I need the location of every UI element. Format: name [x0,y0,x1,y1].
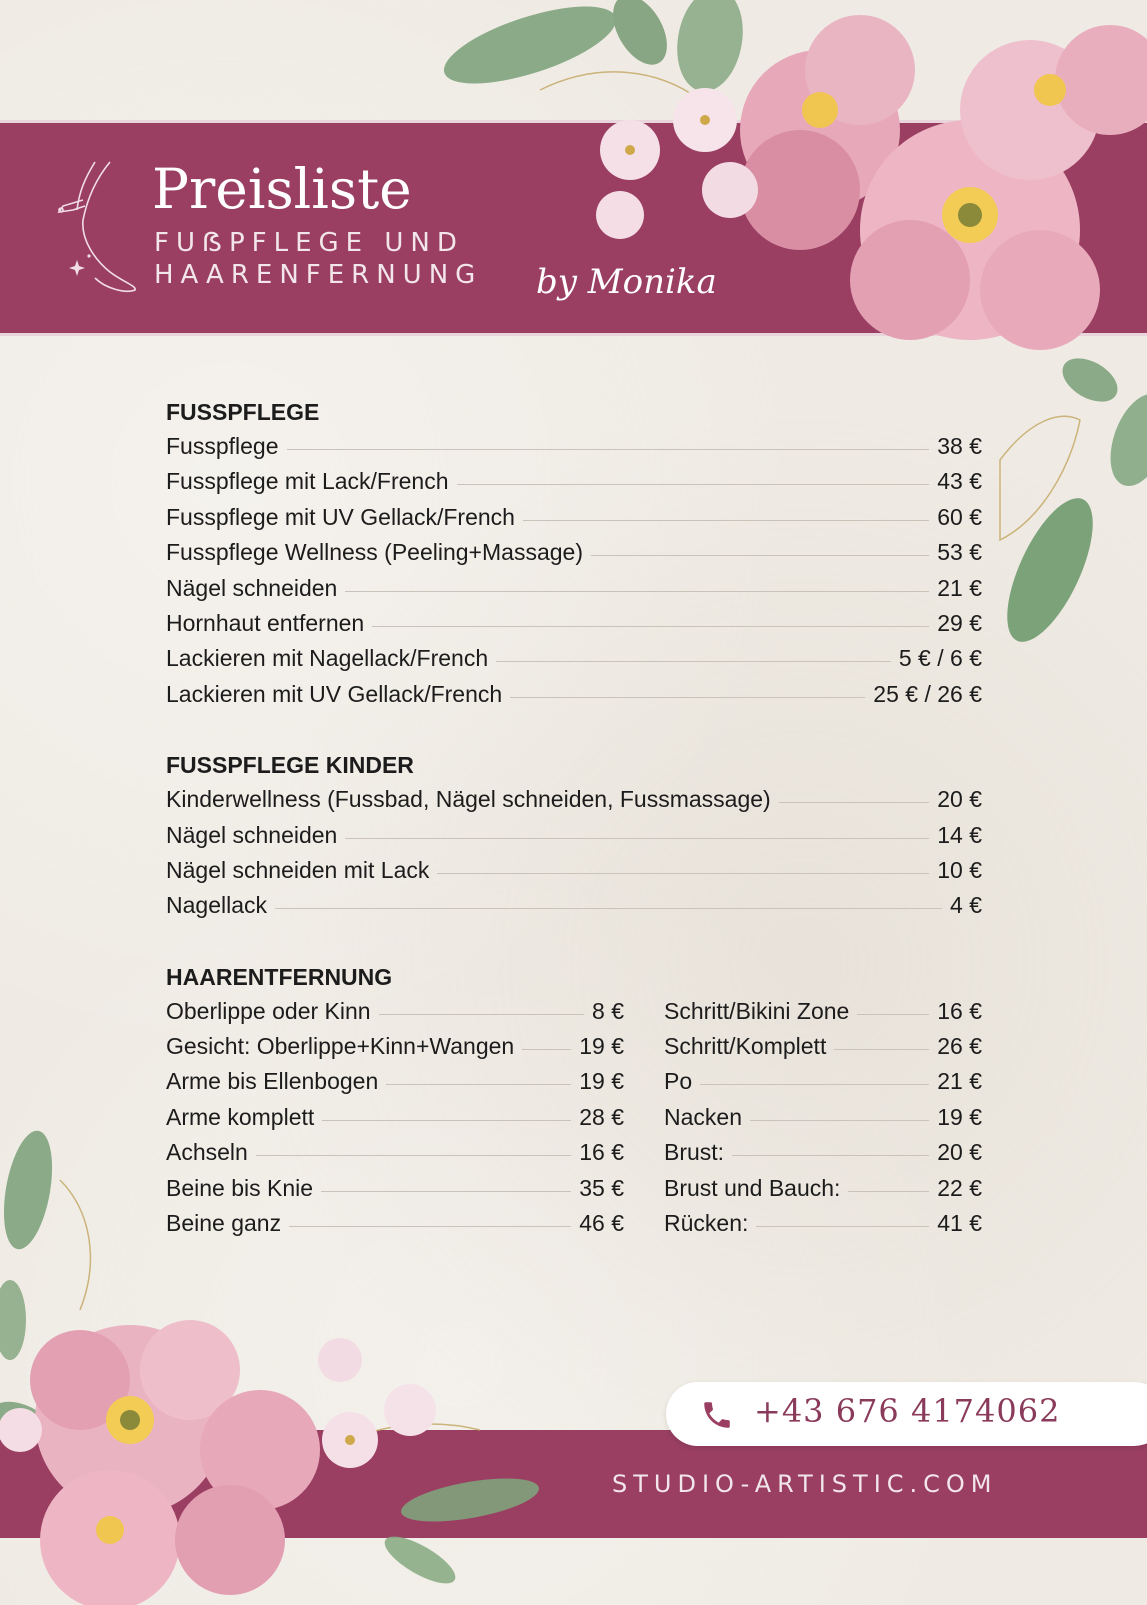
item-price: 22 € [937,1174,982,1201]
item-name: Po [664,1068,693,1095]
price-row [664,1029,982,1064]
price-row [166,606,982,641]
item-name: Lackieren mit UV Gellack/French [166,680,503,707]
item-price: 46 € [579,1210,624,1237]
item-price: 28 € [579,1103,624,1130]
price-row [664,1064,982,1099]
dotted-leader [591,555,929,556]
phone-number[interactable]: +43 676 4174062 [754,1392,1061,1430]
item-price: 41 € [937,1210,982,1237]
website-link[interactable]: STUDIO-ARTISTIC.COM [612,1470,998,1498]
price-row [664,1206,982,1241]
item-price: 4 € [950,892,982,919]
item-name: Brust: [664,1139,725,1166]
phone-icon [700,1398,734,1432]
dotted-leader [522,1049,571,1050]
dotted-leader [372,626,929,627]
phone-contact[interactable] [666,1382,1147,1446]
item-name: Nägel schneiden [166,574,338,601]
price-row [664,994,982,1029]
dotted-leader [345,838,929,839]
item-price: 25 € / 26 € [873,680,982,707]
section-title-haarentfernung: HAARENTFERNUNG [166,963,393,990]
price-row [166,429,982,464]
dotted-leader [732,1155,929,1156]
item-name: Achseln [166,1139,248,1166]
item-name: Fusspflege mit Lack/French [166,468,449,495]
kinder-list [166,782,982,924]
item-price: 53 € [937,539,982,566]
item-name: Rücken: [664,1210,749,1237]
dotted-leader [457,484,930,485]
price-row [166,782,982,817]
dotted-leader [834,1049,929,1050]
dotted-leader [700,1084,929,1085]
item-price: 8 € [592,997,624,1024]
item-price: 19 € [579,1068,624,1095]
item-price: 38 € [937,433,982,459]
item-price: 16 € [937,997,982,1024]
page-title: Preisliste [152,157,412,221]
subtitle-line-2: HAARENFERNUNG [154,260,483,290]
item-name: Gesicht: Oberlippe+Kinn+Wangen [166,1033,515,1060]
item-price: 20 € [937,786,982,813]
item-price: 29 € [937,609,982,636]
dotted-leader [437,873,929,874]
price-row [166,464,982,499]
item-name: Nägel schneiden mit Lack [166,856,430,883]
item-price: 14 € [937,821,982,848]
subtitle-line-1: FUẞPFLEGE UND [154,228,464,258]
price-row [166,818,982,853]
item-price: 19 € [937,1103,982,1130]
item-price: 20 € [937,1139,982,1166]
dotted-leader [857,1014,929,1015]
dotted-leader [756,1226,929,1227]
item-price: 5 € / 6 € [898,645,982,672]
item-name: Lackieren mit Nagellack/French [166,645,489,672]
price-row [166,1064,624,1099]
price-row [166,853,982,888]
item-name: Nagellack [166,892,267,919]
price-row [166,535,982,570]
item-price: 10 € [937,856,982,883]
dotted-leader [750,1120,929,1121]
dotted-leader [345,591,929,592]
item-name: Brust und Bauch: [664,1174,841,1201]
price-row [166,677,982,712]
section-title-kinder: FUSSPFLEGE KINDER [166,752,414,779]
item-name: Schritt/Komplett [664,1033,827,1060]
item-price: 16 € [579,1139,624,1166]
dotted-leader [848,1191,929,1192]
dotted-leader [379,1014,584,1015]
price-row [166,641,982,676]
item-name: Fusspflege mit UV Gellack/French [166,503,515,530]
item-name: Arme bis Ellenbogen [166,1068,379,1095]
price-row [166,994,624,1029]
fusspflege-list [166,429,982,712]
item-price: 21 € [937,574,982,601]
flower-decoration-bottom [0,1120,560,1605]
item-name: Beine ganz [166,1210,282,1237]
item-name: Beine bis Knie [166,1174,314,1201]
item-name: Fusspflege Wellness (Peeling+Massage) [166,539,583,566]
item-price: 35 € [579,1174,624,1201]
price-row [166,500,982,535]
item-name: Schritt/Bikini Zone [664,997,850,1024]
byline: by Monika [536,262,717,302]
item-name: Nacken [664,1103,742,1130]
item-price: 60 € [937,503,982,530]
price-row [166,571,982,606]
dotted-leader [386,1084,571,1085]
price-list [166,395,982,1241]
dotted-leader [779,802,930,803]
item-price: 43 € [937,468,982,495]
dotted-leader [523,520,929,521]
item-price: 19 € [579,1033,624,1060]
price-row [166,1029,624,1064]
item-name: Nägel schneiden [166,821,338,848]
price-row [664,1100,982,1135]
item-name: Fusspflege [166,433,279,459]
dotted-leader [275,908,942,909]
dotted-leader [496,661,891,662]
item-price: 21 € [937,1068,982,1095]
price-row [166,888,982,923]
item-name: Oberlippe oder Kinn [166,997,371,1024]
item-name: Hornhaut entfernen [166,609,365,636]
section-title-fusspflege: FUSSPFLEGE [166,399,320,425]
foot-icon [55,160,145,295]
item-name: Kinderwellness (Fussbad, Nägel schneiden, Fussmassage) [166,786,771,813]
dotted-leader [510,697,865,698]
item-name: Arme komplett [166,1103,315,1130]
dotted-leader [287,449,930,450]
item-price: 26 € [937,1033,982,1060]
haarentfernung-right-column [664,994,982,1242]
price-row [664,1171,982,1206]
price-row [664,1135,982,1170]
